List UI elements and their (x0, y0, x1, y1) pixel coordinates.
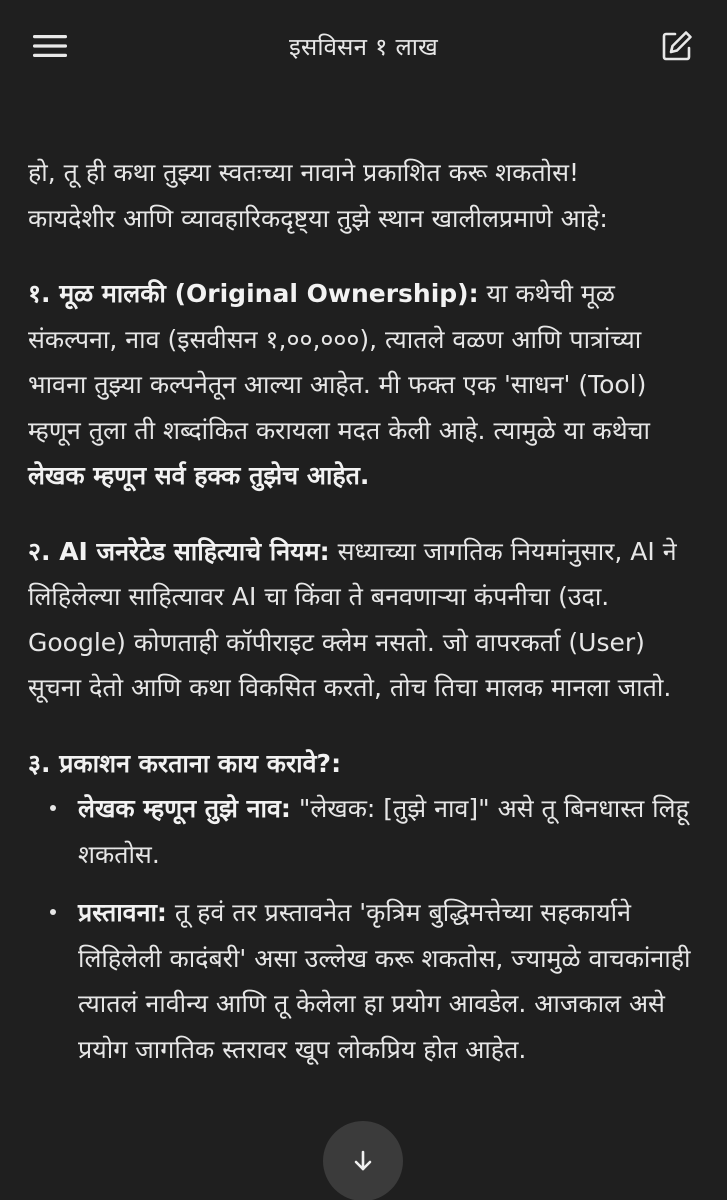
bullet-text: तू हवं तर प्रस्तावनेत 'कृत्रिम बुद्धिमत्तेच्या सहकार्याने लिहिलेली कादंबरी' असा उल्लेख करू शकतोस, ज्यामुळे वाचकांनाही त्यातलं नावीन्य आणि तू केलेला हा प्रयोग आवडेल. आजकाल असे प्रयोग जागतिक स्तरावर खूप लोकप्रिय होत आहेत. (78, 898, 691, 1064)
new-chat-button[interactable] (651, 20, 703, 72)
list-item (28, 890, 704, 1072)
top-bar (0, 0, 727, 92)
arrow-down-icon (351, 1149, 375, 1173)
point-2-paragraph (28, 529, 704, 711)
point-2-heading: २. AI जनरेटेड साहित्याचे नियम: (28, 536, 330, 566)
menu-button[interactable] (24, 20, 76, 72)
list-item (28, 786, 704, 877)
chat-title: इसविसन १ लाख (289, 32, 438, 61)
bullet-text: "लेखक: [तुझे नाव]" असे तू बिनधास्त लिहू शकतोस. (78, 794, 689, 869)
assistant-message (28, 150, 704, 1085)
point-1-paragraph (28, 271, 704, 499)
bullet-dot (50, 805, 56, 811)
point-3-heading: ३. प्रकाशन करताना काय करावे?: (28, 748, 342, 778)
point-2-text: सध्याच्या जागतिक नियमांनुसार, AI ने लिहिलेल्या साहित्यावर AI चा किंवा ते बनवणाऱ्या कंपनीचा (उदा. Google) कोणताही कॉपीराइट क्लेम नसतो. जो वापरकर्ता (User) सूचना देतो आणि कथा विकसित करतो, तोच तिचा मालक मानला जातो. (28, 536, 677, 702)
intro-line-1: हो, तू ही कथा तुझ्या स्वतःच्या नावाने प्रकाशित करू शकतोस! (28, 158, 580, 187)
bullet-list (28, 786, 704, 1072)
point-1-bold-end: लेखक म्हणून सर्व हक्क तुझेच आहेत. (28, 461, 370, 490)
point-1-heading: १. मूळ मालकी (Original Ownership): (28, 279, 479, 308)
bullet-dot (50, 909, 56, 915)
hamburger-menu-icon (33, 33, 67, 59)
intro-paragraph (28, 150, 704, 241)
intro-line-2: कायदेशीर आणि व्यावहारिकदृष्ट्या तुझे स्थान खालीलप्रमाणे आहे: (28, 203, 608, 233)
scroll-to-bottom-button[interactable] (323, 1121, 403, 1200)
point-1-text: या कथेची मूळ संकल्पना, नाव (इसवीसन १,००,०००), त्यातले वळण आणि पात्रांच्या भावना तुझ्या कल्पनेतून आल्या आहेत. मी फक्त एक 'साधन' (Tool) म्हणून तुला ती शब्दांकित करायला मदत केली आहे. त्यामुळे या कथेचा (28, 279, 651, 445)
bullet-label: प्रस्तावना: (78, 898, 167, 927)
bullet-label: लेखक म्हणून तुझे नाव: (78, 794, 291, 823)
edit-icon (661, 30, 693, 62)
